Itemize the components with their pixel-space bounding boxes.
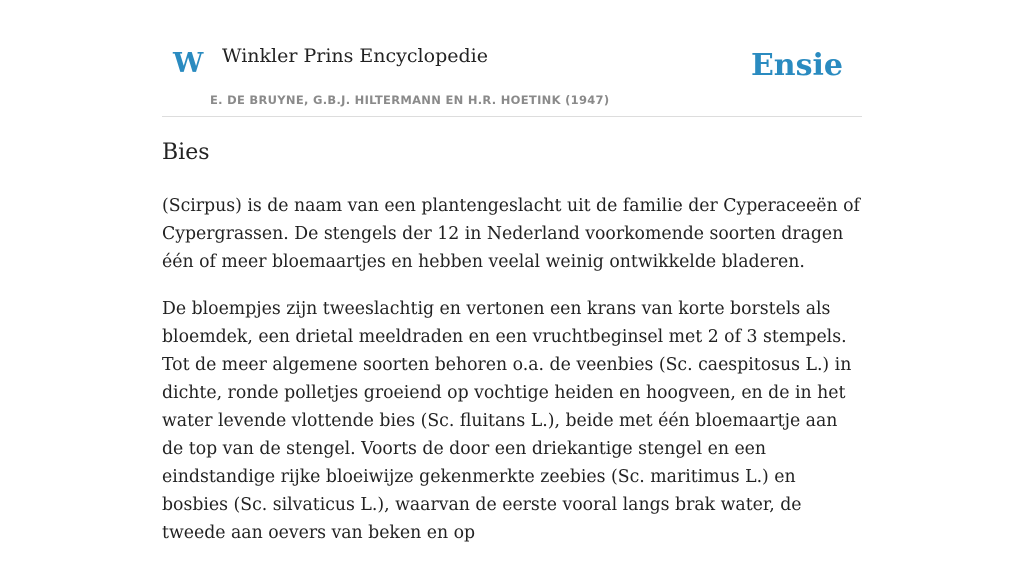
source-header: [162, 0, 862, 117]
winkler-prins-logo-icon[interactable]: W: [173, 48, 204, 79]
source-title[interactable]: Winkler Prins Encyclopedie: [222, 45, 488, 67]
entry-paragraph: (Scirpus) is de naam van een plantengeslacht uit de familie der Cyperaceeën of Cypergrassen. De stengels der 12 in Nederland voorkomende soorten dragen één of meer bloemaartjes en hebben veelal weinig ontwikkelde bladeren.: [162, 196, 860, 272]
entry-content: [162, 192, 862, 566]
ensie-brand-link[interactable]: Ensie: [750, 48, 843, 83]
source-authors: E. DE BRUYNE, G.B.J. HILTERMANN EN H.R. HOETINK (1947): [210, 93, 610, 107]
entry-title: Bies: [162, 140, 210, 165]
entry-paragraph: De bloempjes zijn tweeslachtig en vertonen een krans van korte borstels als bloemdek, een drietal meeldraden en een vruchtbeginsel met 2 of 3 stempels. Tot de meer algemene soorten behoren o.a. de veenbies (Sc. caespitosus L.) in dichte, ronde polletjes groeiend op vochtige heiden en hoogveen, en de in het water levende vlottende bies (Sc. fluitans L.), beide met één bloemaartje aan de top van de stengel. Voorts de door een driekantige stengel en een eindstandige rijke bloeiwijze gekenmerkte zeebies (Sc. maritimus L.) en bosbies (Sc. silvaticus L.), waarvan de eerste vooral langs brak water, de tweede aan oevers van beken en op: [162, 299, 852, 543]
